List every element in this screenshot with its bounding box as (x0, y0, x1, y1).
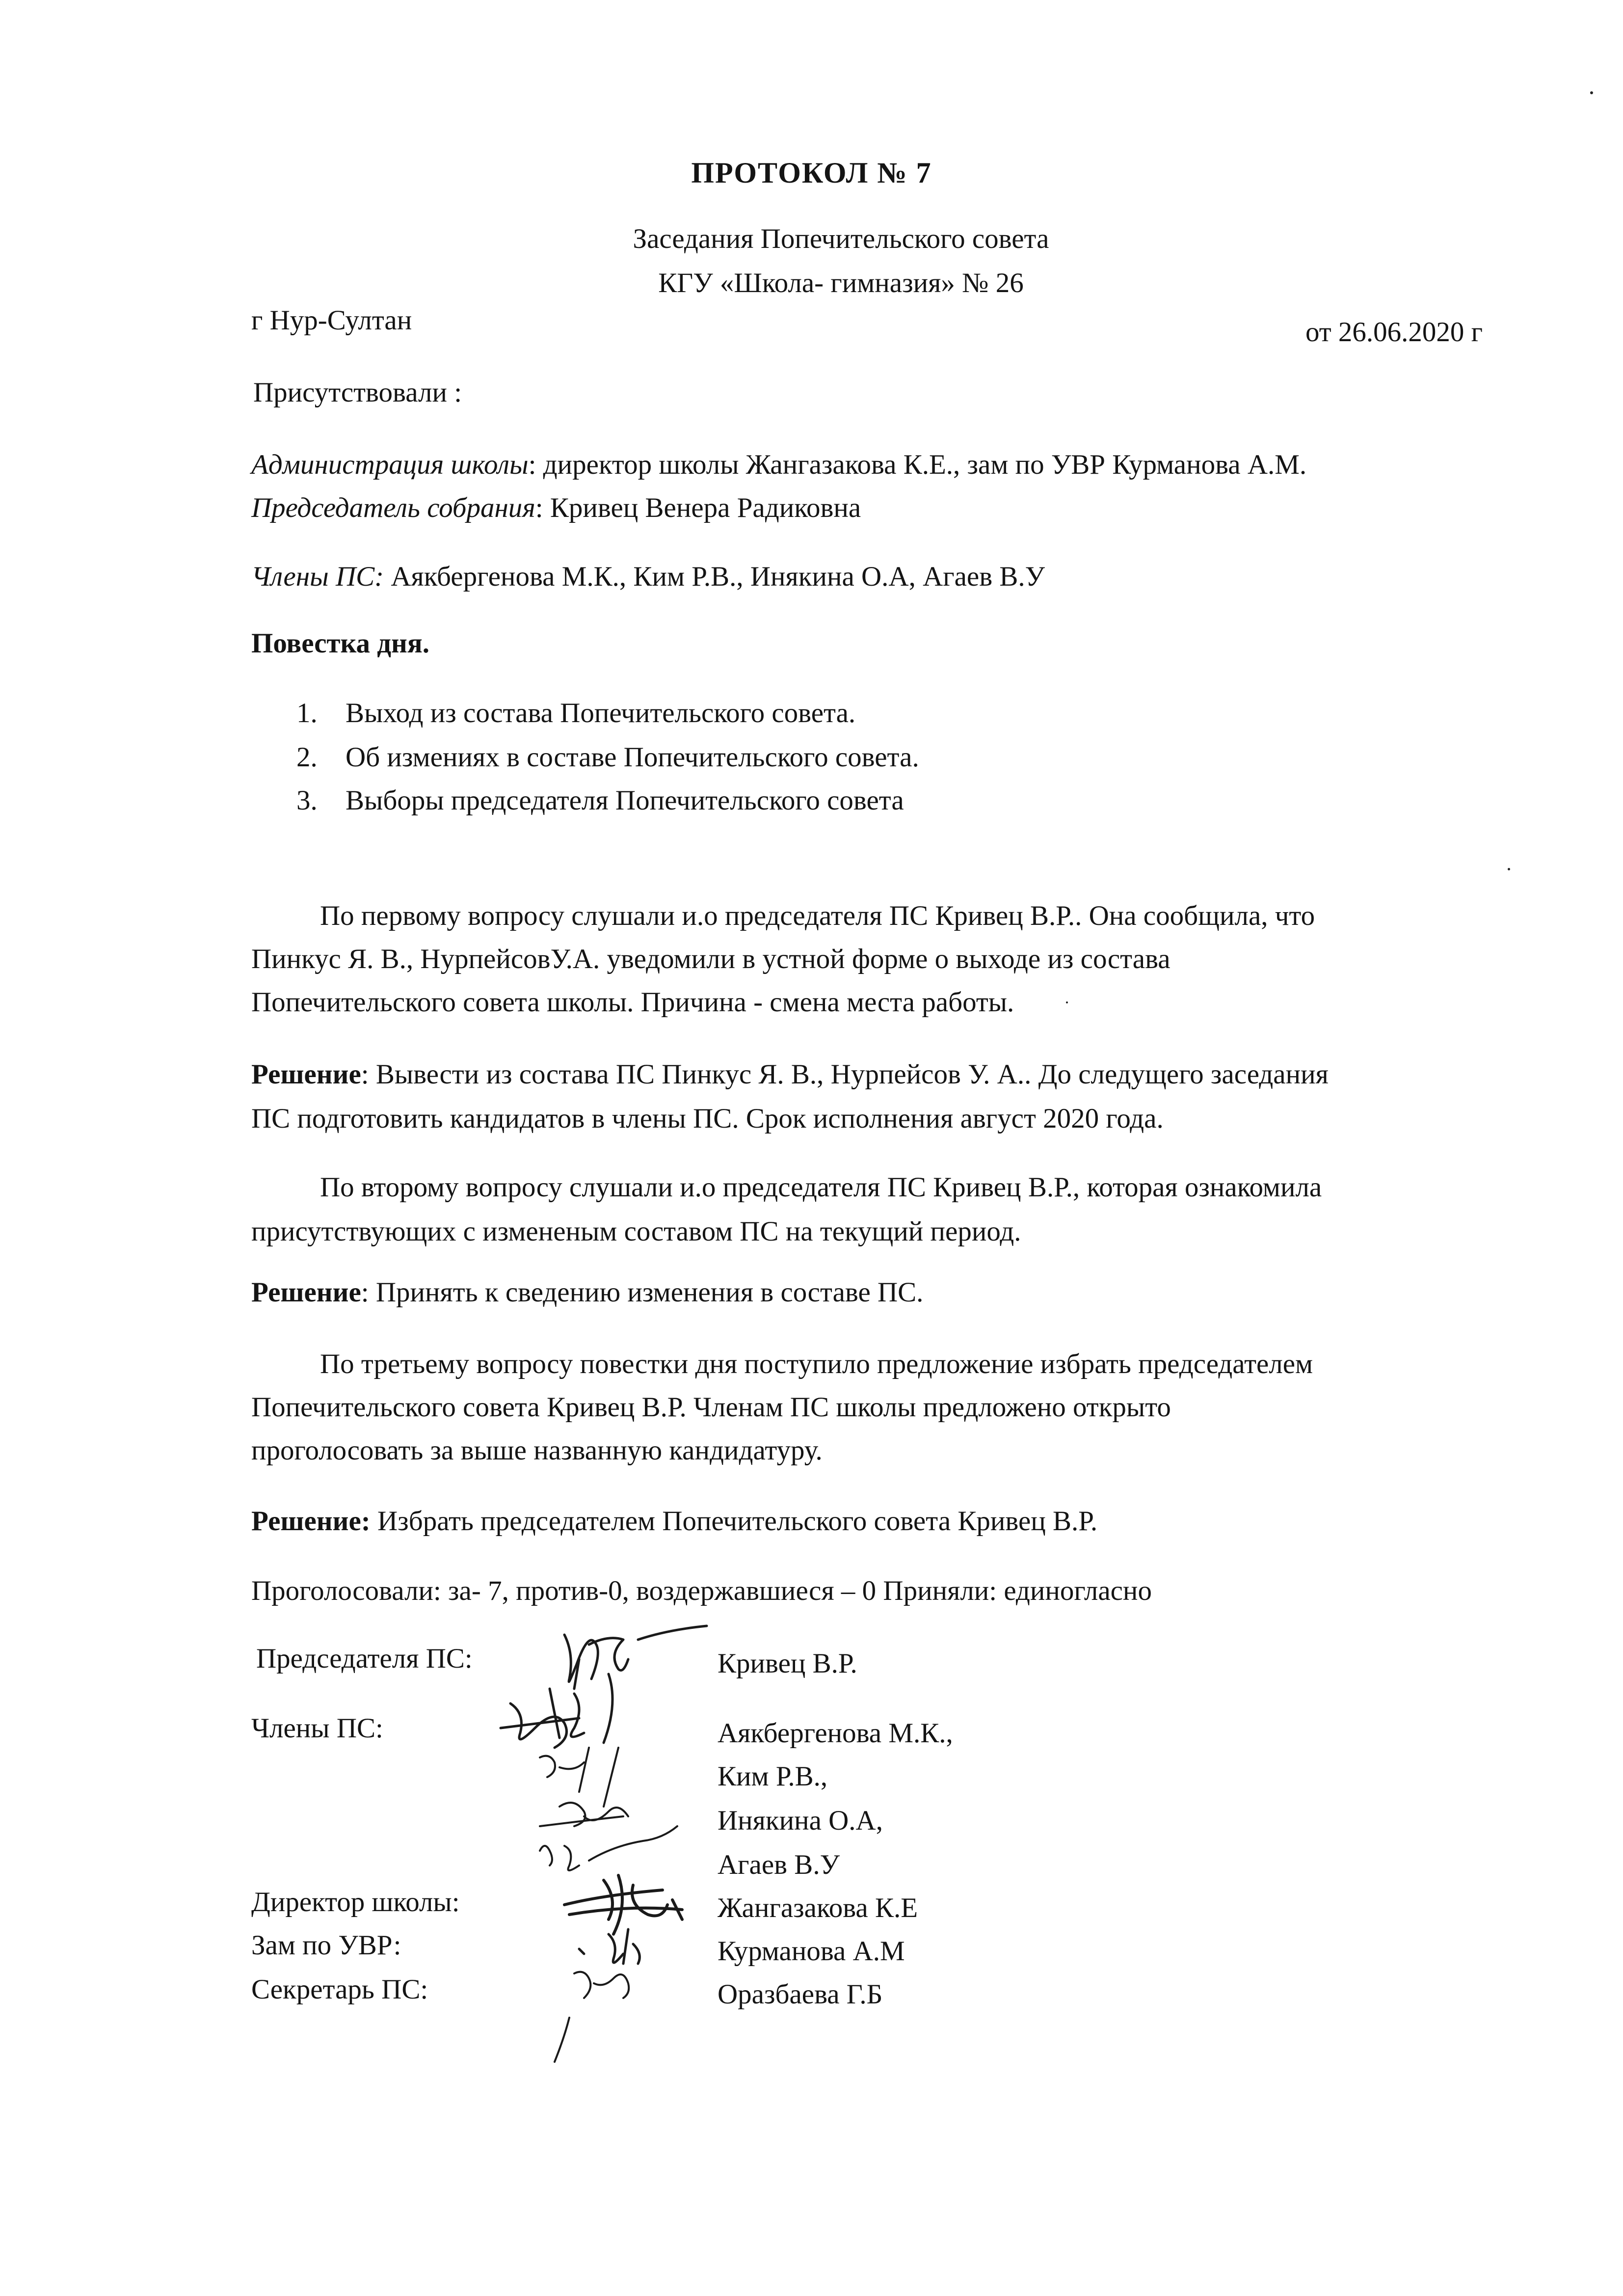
vote-result: Проголосовали: за- 7, против-0, воздержавшиеся – 0 Приняли: единогласно (251, 1575, 1152, 1606)
document-city: г Нур-Султан (251, 305, 412, 336)
signature-member-4-icon (540, 1826, 677, 1870)
agenda-item-number: 3. (296, 785, 318, 816)
members-text: Аякбергенова М.К., Ким Р.В., Инякина О.А, Агаев В.У (384, 561, 1045, 592)
present-label: Присутствовали : (253, 377, 462, 408)
agenda-item-text: Об изменияx в составе Попечительского совета. (346, 742, 919, 773)
section-1-decision-line: ПС подготовить кандидатов в члены ПС. Срок исполнения август 2020 года. (251, 1103, 1164, 1134)
document-subtitle-organization: КГУ «Школа- гимназия» № 26 (658, 268, 1024, 298)
signature-name-member: Агаев В.У (718, 1849, 840, 1880)
signature-member-1-icon (501, 1674, 612, 1748)
signature-role-chair: Председателя ПС: (256, 1643, 473, 1674)
signature-name-member: Инякина О.А, (718, 1805, 883, 1836)
signature-name-deputy: Курманова А.М (718, 1936, 905, 1967)
decision-label: Решение: (251, 1506, 371, 1537)
agenda-item (296, 698, 856, 729)
scan-speck (1508, 868, 1510, 870)
signature-deputy-icon (579, 1929, 639, 1964)
section-1-heard-line: По первому вопросу слушали и.о председателя ПС Кривец В.Р.. Она сообщила, что (320, 900, 1315, 931)
chair-text: : Кривец Венера Радиковна (535, 492, 861, 523)
signature-name-member: Аякбергенова М.К., (718, 1718, 953, 1749)
section-3-heard-line: проголосовать за выше названную кандидатуру. (251, 1435, 823, 1466)
members-line (251, 563, 1045, 591)
signature-name-secretary: Оразбаева Г.Б (718, 1979, 883, 2010)
signature-chair-icon (564, 1626, 707, 1689)
agenda-item-number: 1. (296, 698, 318, 729)
section-1-decision-line (251, 1060, 1329, 1088)
chair-line (251, 494, 861, 522)
administration-label: Администрация школы (251, 449, 529, 480)
members-label: Члены ПС: (251, 561, 384, 592)
signature-member-2-icon (540, 1748, 618, 1807)
document-subtitle-meeting: Заседания Попечительского совета (633, 223, 1049, 254)
scan-speck (1066, 1001, 1068, 1003)
agenda-item-text: Выход из состава Попечительского совета. (346, 698, 856, 729)
chair-label: Председатель собрания (251, 492, 535, 523)
administration-line (251, 451, 1306, 479)
decision-text: : Вывести из состава ПС Пинкус Я. В., Нурпейсов У. А.. До следущего заседания (361, 1059, 1329, 1090)
signature-secretary-icon (555, 1972, 629, 2062)
signature-name-director: Жангазакова К.Е (718, 1892, 918, 1923)
decision-text: : Принять к сведению изменения в составе ПС. (361, 1277, 924, 1308)
section-2-heard-line: присутствующих с измененым составом ПС на текущий период. (251, 1216, 1021, 1247)
section-1-heard-line: Пинкус Я. В., НурпейсовУ.А. уведомили в устной форме о выходе из состава (251, 944, 1171, 974)
decision-label: Решение (251, 1059, 361, 1090)
document-date: от 26.06.2020 г (1305, 317, 1483, 348)
section-3-heard-line: Попечительского совета Кривец В.Р. Членам ПС школы предложено открыто (251, 1392, 1171, 1423)
scan-speck (1590, 91, 1593, 94)
signature-role-director: Директор школы: (251, 1887, 460, 1918)
signature-member-3-icon (540, 1803, 628, 1826)
administration-text: : директор школы Жангазакова К.Е., зам по УВР Курманова А.М. (528, 449, 1307, 480)
signature-name-chair: Кривец В.Р. (718, 1648, 857, 1679)
signature-role-secretary: Секретарь ПС: (251, 1974, 428, 2005)
decision-text: Избрать председателем Попечительского совета Кривец В.Р. (370, 1506, 1098, 1537)
section-1-heard-line: Попечительского совета школы. Причина - смена места работы. (251, 987, 1014, 1018)
decision-label: Решение (251, 1277, 361, 1308)
agenda-item-number: 2. (296, 742, 318, 773)
signature-director-icon (564, 1875, 682, 1934)
agenda-item-text: Выборы председателя Попечительского совета (346, 785, 904, 816)
signature-role-members: Члены ПС: (251, 1713, 383, 1744)
signature-role-deputy: Зам по УВР: (251, 1930, 401, 1961)
section-2-decision-line (251, 1278, 923, 1306)
document-title: ПРОТОКОЛ № 7 (691, 157, 932, 189)
section-3-decision-line (251, 1507, 1097, 1535)
agenda-heading: Повестка дня. (251, 628, 429, 659)
section-3-heard-line: По третьему вопросу повестки дня поступило предложение избрать председателем (320, 1349, 1313, 1379)
section-2-heard-line: По второму вопросу слушали и.о председателя ПС Кривец В.Р., которая ознакомила (320, 1172, 1322, 1203)
agenda-item (296, 785, 904, 816)
agenda-item (296, 742, 919, 773)
signature-name-member: Ким Р.В., (718, 1761, 828, 1792)
